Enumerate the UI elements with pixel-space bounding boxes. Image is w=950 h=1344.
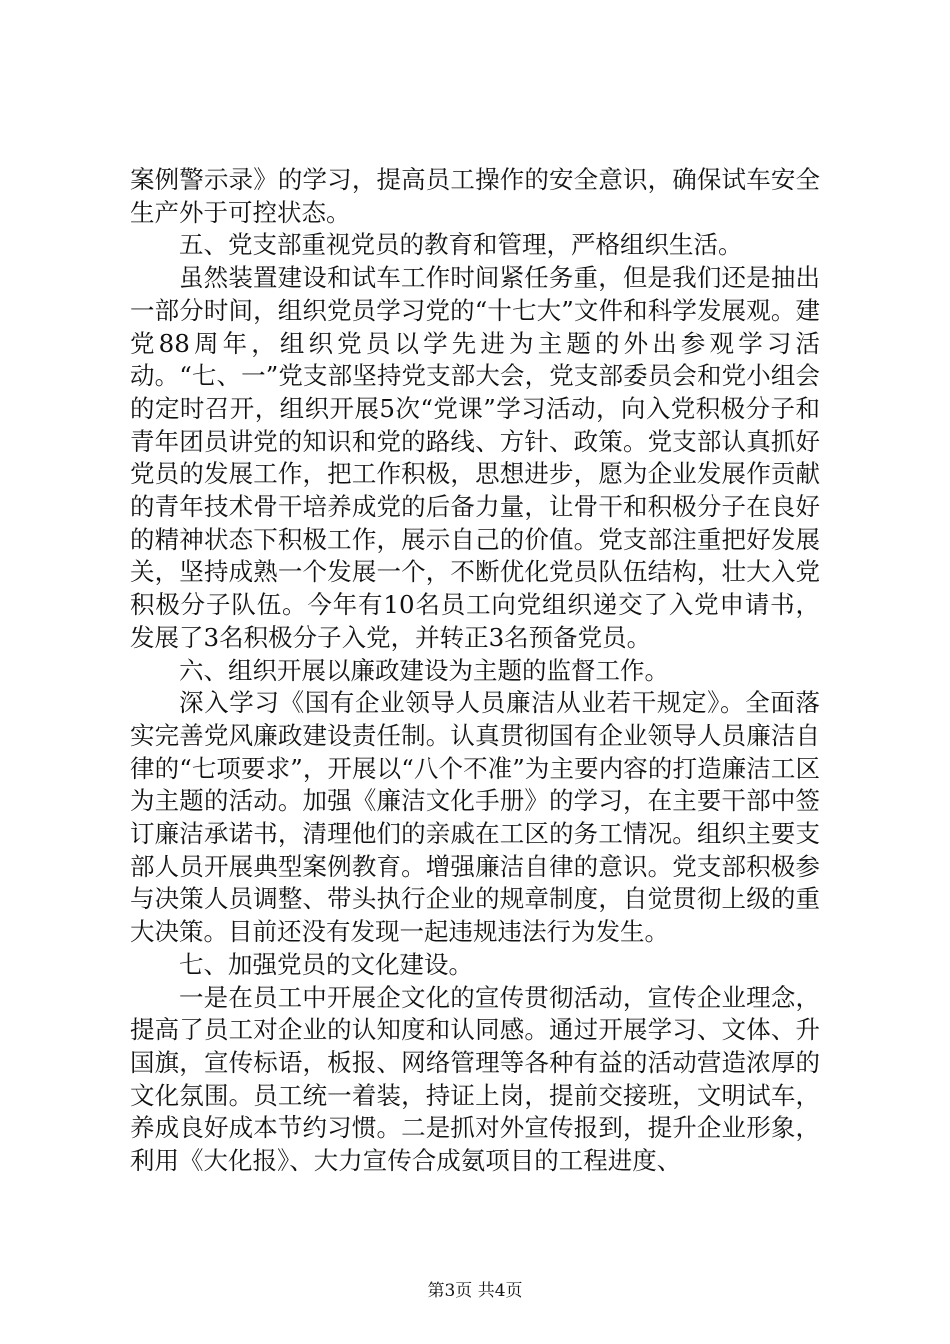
paragraph-section-5: 虽然装置建设和试车工作时间紧任务重，但是我们还是抽出一部分时间，组织党员学习党的“十七大”文件和科学发展观。建党88周年，组织党员以学先进为主题的外出参观学习活动。“七、一”党支部坚持党支部大会，党支部委员会和党小组会的定时召开，组织开展5次“党课”学习活动，向入党积极分子和青年团员讲党的知识和党的路线、方针、政策。党支部认真抓好党员的发展工作，把工作积极，思想进步，愿为企业发展作贡献的青年技术骨干培养成党的后备力量，让骨干和积极分子在良好的精神状态下积极工作，展示自己的价值。党支部注重把好发展关，坚持成熟一个发展一个，不断优化党员队伍结构，壮大入党积极分子队伍。今年有10名员工向党组织递交了入党申请书，发展了3名积极分子入党，并转正3名预备党员。 bbox=[130, 263, 820, 652]
paragraph-section-6: 深入学习《国有企业领导人员廉洁从业若干规定》。全面落实完善党风廉政建设责任制。认真贯彻国有企业领导人员廉洁自律的“七项要求”，开展以“八个不准”为主要内容的打造廉洁工区为主题的活动。加强《廉洁文化手册》的学习，在主要干部中签订廉洁承诺书，清理他们的亲戚在工区的务工情况。组织主要支部人员开展典型案例教育。增强廉洁自律的意识。党支部积极参与决策人员调整、带头执行企业的规章制度，自觉贯彻上级的重大决策。目前还没有发现一起违规违法行为发生。 bbox=[130, 688, 820, 947]
paragraph-section-7: 一是在员工中开展企文化的宣传贯彻活动，宣传企业理念，提高了员工对企业的认知度和认同感。通过开展学习、文体、升国旗，宣传标语，板报、网络管理等各种有益的活动营造浓厚的文化氛围。员工统一着装，持证上岗，提前交接班，文明试车，养成良好成本节约习惯。二是抓对外宣传报到，提升企业形象，利用《大化报》、大力宣传合成氨项目的工程进度、 bbox=[130, 982, 820, 1176]
document-body bbox=[130, 164, 820, 1178]
heading-section-5: 五、党支部重视党员的教育和管理，严格组织生活。 bbox=[179, 230, 743, 260]
heading-section-6: 六、组织开展以廉政建设为主题的监督工作。 bbox=[179, 655, 669, 685]
page-number-footer: 第3页 共4页 bbox=[427, 1281, 523, 1301]
heading-section-7: 七、加强党员的文化建设。 bbox=[179, 949, 473, 979]
paragraph-1: 案例警示录》的学习，提高员工操作的安全意识，确保试车安全生产外于可控状态。 bbox=[130, 165, 820, 227]
